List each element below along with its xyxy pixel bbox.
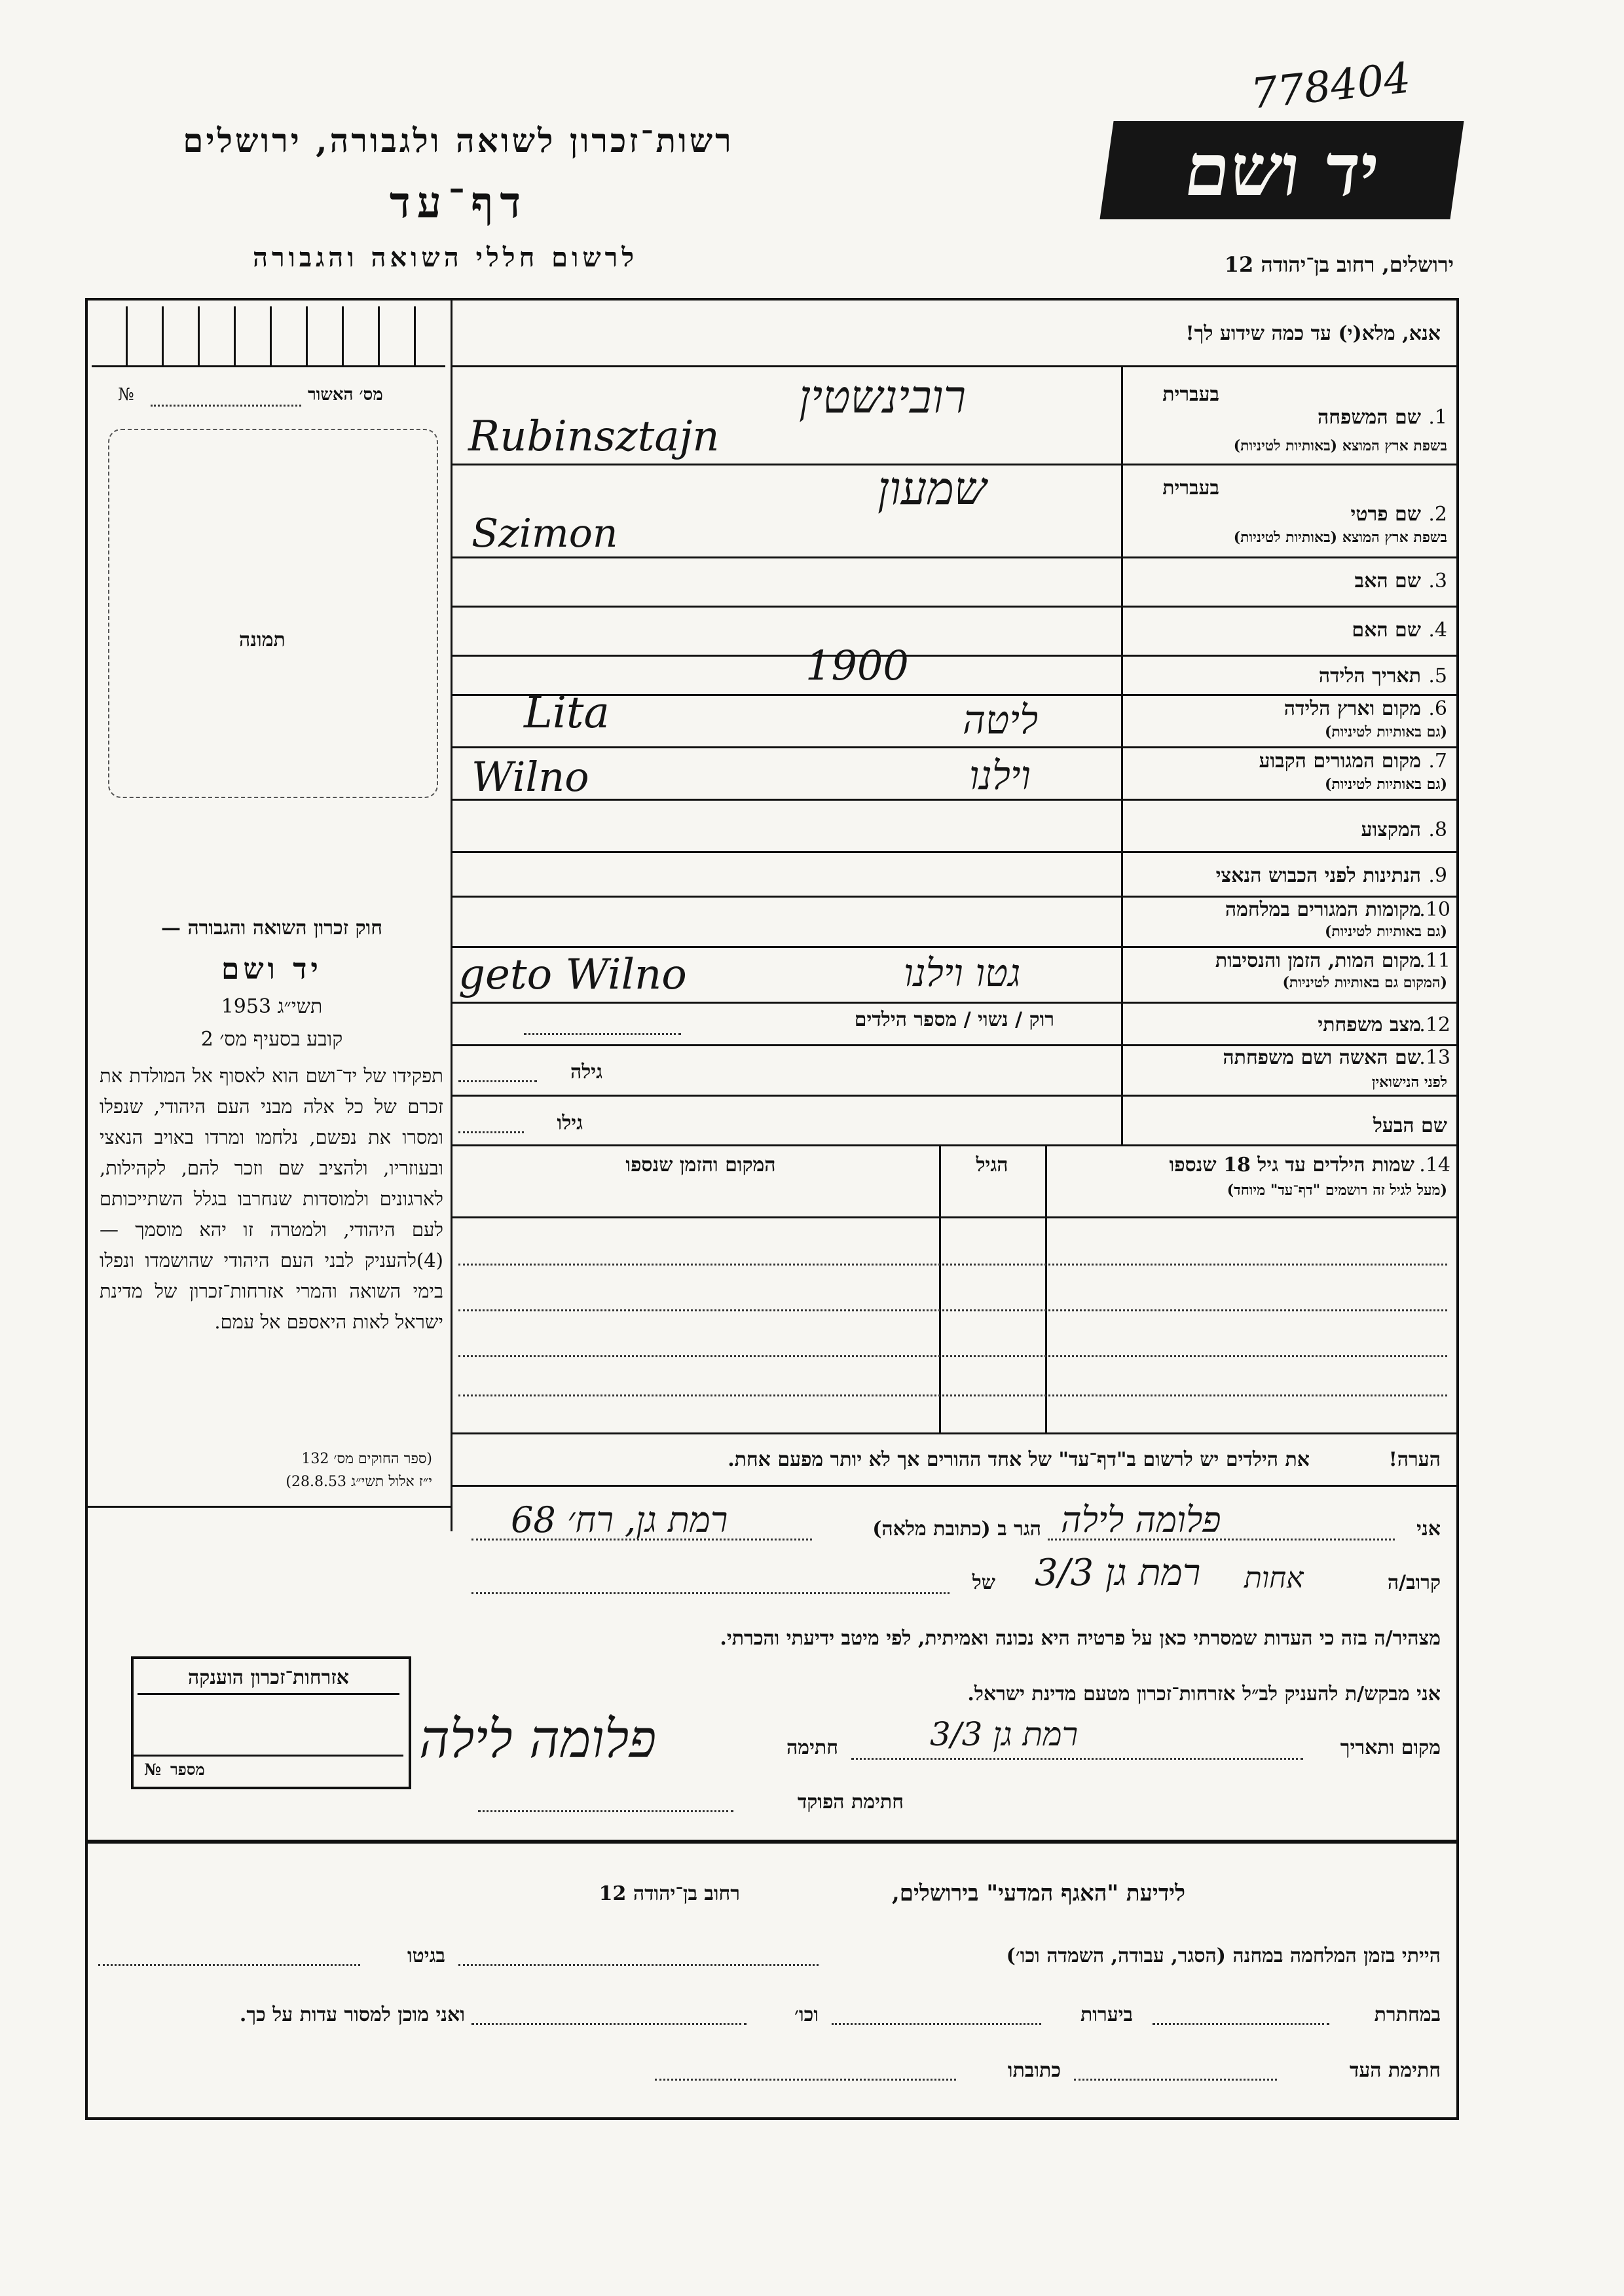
decl-place-date-dots	[851, 1758, 1303, 1760]
law-heading: חוק זכרון השואה והגבורה —	[161, 917, 382, 939]
field-13-label: שם האשה ושם משפחתה	[1223, 1046, 1421, 1069]
bottom-line3-a: חתימת העד	[1349, 2059, 1441, 2082]
bottom-line3-dots-b	[655, 2079, 956, 2081]
decl-place-date-label: מקום ותאריך	[1340, 1736, 1441, 1759]
bottom-line2-a: במחתרת	[1374, 2003, 1441, 2026]
bottom-line2-d: ואני מוכן למסור עדות על כך.	[239, 2003, 465, 2026]
field-3-label: שם האב	[1354, 570, 1421, 592]
law-section: קובע בסעיף מס׳ 2	[200, 1028, 343, 1051]
children-row-4	[458, 1394, 1447, 1396]
hebrew-label-2: בעברית	[1162, 477, 1219, 500]
decl-officer-label: חתימת הפוקד	[797, 1791, 904, 1813]
children-header-line	[451, 1216, 1456, 1218]
bottom-line2-c: וכו׳	[794, 2003, 819, 2026]
decl-address-value: רמת גן, רח׳ 68	[511, 1499, 728, 1540]
row-line-6	[451, 746, 1456, 748]
bottom-line1-dots-a	[458, 1964, 819, 1966]
field-11-value-he: גטו וילנו	[904, 951, 1021, 995]
field-2-sub: בשפת ארץ המוצא (באותיות לטיניות)	[1233, 529, 1447, 546]
wife-age-dots	[458, 1080, 537, 1082]
decl-resident-label: הגר ב (כתובת מלאה)	[872, 1518, 1041, 1540]
citizenship-title: אזרחות־זכרון הוענקה	[138, 1666, 399, 1695]
bottom-line2-dots-b	[832, 2023, 1041, 2025]
field-4-label: שם האם	[1352, 619, 1421, 642]
left-column-divider	[451, 301, 452, 1531]
approval-dots	[151, 405, 301, 407]
field-2-value-latin: Szimon	[471, 511, 618, 556]
field-13-num: 13.	[1419, 1046, 1450, 1069]
bottom-line2-dots-a	[1153, 2023, 1329, 2025]
row-line-4	[451, 655, 1456, 657]
row-line-14	[451, 1144, 1456, 1146]
field-4-num: 4.	[1428, 619, 1447, 642]
law-year: תשי״ג 1953	[221, 995, 323, 1018]
bottom-line2-b: ביערות	[1080, 2003, 1133, 2026]
husband-age-label: גילו	[557, 1112, 583, 1135]
field-1-sub: בשפת ארץ המוצא (באותיות לטיניות)	[1233, 437, 1447, 454]
field-8-num: 8.	[1428, 818, 1447, 841]
field-9-num: 9.	[1428, 864, 1447, 887]
photo-frame	[108, 429, 438, 798]
field-12-options: רוק / נשוי / מספר הילדים	[854, 1008, 1054, 1031]
address: ירושלים, רחוב בן־יהודה 12	[1224, 252, 1454, 277]
decl-signature-value: פלומה לילה	[419, 1709, 657, 1770]
decl-relation-value: אחות	[1244, 1561, 1304, 1595]
field-2-value-he: שמעון	[877, 462, 987, 515]
citizenship-no-label: №	[144, 1760, 162, 1779]
citizenship-number-row	[134, 1755, 403, 1757]
field-7-num: 7.	[1428, 750, 1447, 773]
decl-relative-label: קרוב/ה	[1387, 1571, 1441, 1594]
field-7-sub: (גם באותיות לטיניות)	[1324, 776, 1447, 793]
note-text: את הילדים יש לרשום ב"דף־עד" של אחד ההורים אך לא יותר מפעם אחת.	[728, 1448, 1310, 1471]
archive-number: 778404	[1248, 54, 1413, 119]
intro-line	[451, 365, 1456, 367]
intro-text: אנא, מלא(י) עד כמה שידוע לך!	[1185, 322, 1441, 345]
decl-statement: מצהיר/ה בזה כי העדות שמסרתי כאן על פרטיה היא נכונה ואמיתית, לפי מיטב ידיעתי והכרתי.	[720, 1627, 1441, 1650]
field-10-label: מקומות המגורים במלחמה	[1225, 898, 1421, 921]
yad-vashem-logo: יד ושם	[1099, 121, 1464, 219]
children-col-2	[939, 1144, 941, 1432]
note-label: הערה!	[1388, 1448, 1441, 1471]
field-11-num: 11.	[1419, 949, 1450, 972]
children-bottom-line	[451, 1432, 1456, 1434]
field-5-value: 1900	[805, 642, 909, 689]
authority-name: רשות־זכרון לשואה ולגבורה, ירושלים	[183, 121, 734, 160]
bottom-title-prefix: לידיעת "האגף המדעי" בירושלים,	[891, 1880, 1185, 1906]
row-line-10	[451, 946, 1456, 948]
field-7-label: מקום המגורים הקבוע	[1259, 750, 1421, 773]
law-bottom-line	[85, 1506, 452, 1508]
field-2-label: שם פרטי	[1350, 503, 1421, 526]
field-1-label: שם המשפחה	[1317, 406, 1421, 429]
bottom-line3-b: כתובתו	[1007, 2059, 1061, 2082]
law-source-2: י״ז אלול תשי״ג 28.8.53)	[286, 1474, 432, 1490]
field-10-sub: (גם באותיות לטיניות)	[1324, 923, 1447, 940]
approval-label: מס׳ האשור	[308, 385, 383, 405]
decl-officer-dots	[478, 1810, 733, 1812]
law-name: יד ושם	[221, 953, 322, 986]
row-line-7	[451, 799, 1456, 801]
bottom-title-address: רחוב בן־יהודה 12	[599, 1882, 740, 1905]
decl-place-date-value-top: רמת גן 3/3	[1035, 1552, 1201, 1594]
field-6-num: 6.	[1428, 697, 1447, 720]
field-13-sub: לפני הנישואין	[1371, 1074, 1447, 1091]
bottom-line3-dots-a	[1074, 2079, 1277, 2081]
row-line-9	[451, 896, 1456, 898]
field-3-num: 3.	[1428, 570, 1447, 592]
field-6-sub: (גם באותיות לטיניות)	[1324, 723, 1447, 740]
decl-place-date-value: רמת גן 3/3	[930, 1715, 1079, 1753]
children-row-3	[458, 1355, 1447, 1357]
form-subtitle: לרשום חללי השואה והגבורה	[252, 242, 638, 273]
field-5-num: 5.	[1428, 665, 1447, 687]
law-source-1: (ספר החוקים מס׳ 132	[301, 1451, 432, 1467]
bottom-line1-b: בגיטו	[407, 1944, 445, 1967]
decl-request: אני מבקש/ת להעניק לב״ל אזרחות־זכרון מטעם מדינת ישראל.	[967, 1683, 1441, 1705]
bottom-line2-dots-c	[471, 2023, 747, 2025]
top-left-boxes	[92, 306, 445, 367]
children-age-header: הגיל	[976, 1154, 1008, 1176]
field-2-num: 2.	[1428, 503, 1447, 526]
children-col-1	[1045, 1144, 1047, 1432]
form-title: דף־עד	[389, 177, 528, 228]
decl-address-dots	[471, 1539, 812, 1540]
row-line-3	[451, 606, 1456, 608]
field-6-label: מקום וארץ הלידה	[1283, 697, 1421, 720]
citizenship-number-label: מספר	[170, 1760, 205, 1779]
field-11-label: מקום המות, הזמן והנסיבות	[1215, 949, 1421, 972]
bottom-line1-dots-b	[98, 1964, 360, 1966]
field-11-sub: (המקום גם באותיות לטיניות)	[1282, 974, 1447, 991]
bottom-section-line	[85, 1840, 1456, 1844]
field-1-value-he: רובינשטין	[799, 370, 967, 424]
field-12-dots	[524, 1033, 681, 1035]
decl-name-dots	[1048, 1539, 1395, 1540]
field-1-num: 1.	[1428, 406, 1447, 429]
row-line-8	[451, 851, 1456, 853]
field-14-sub: (מעל לגיל זה רושמים "דף־עד" מיוחד)	[1227, 1182, 1447, 1199]
photo-label: תמונה	[239, 629, 286, 651]
children-row-2	[458, 1309, 1447, 1311]
hebrew-label-1: בעברית	[1162, 383, 1219, 406]
field-5-label: תאריך הלידה	[1318, 665, 1421, 687]
field-7-value-latin: Wilno	[471, 753, 589, 801]
field-7-value-he: וילנו	[969, 753, 1031, 799]
children-row-1	[458, 1264, 1447, 1266]
bottom-line1-a: הייתי בזמן המלחמה במחנה (הסגר, עבודה, השמדה וכו׳)	[1006, 1944, 1441, 1967]
row-line-13	[451, 1095, 1456, 1097]
field-6-value-latin: Lita	[524, 687, 610, 738]
field-14-num: 14.	[1419, 1154, 1450, 1176]
approval-no: №	[118, 385, 134, 405]
decl-name-value: פלומה לילה	[1061, 1499, 1221, 1540]
row-line-2	[451, 556, 1456, 558]
husband-age-dots	[458, 1131, 524, 1133]
label-column-divider	[1121, 365, 1123, 1144]
field-12-num: 12.	[1419, 1013, 1450, 1036]
law-text: תפקידו של יד־ושם הוא לאסוף אל המולדת את זכרם של כל אלה מבני העם היהודי, שנפלו ומסרו את נפשם, נלחמו ומרדו באויב הנאצי ובעוזריו, ולהציב שם וזכר להם, לקהילות, לארגונים ולמוסדות שנחרבו בגלל השתייכותם לעם היהודי, ולמטרה זו יהא מוסמך — (4)להעניק לבני העם היהודי שהושמדו ונפלו בימי השואה והמרי אזרחות־זכרון של מדינת ישראל לאות היאספם אל עמם.	[100, 1065, 443, 1333]
note-bottom-line	[451, 1485, 1456, 1487]
row-line-11	[451, 1002, 1456, 1004]
field-9-label: הנתינות לפני הכבוש הנאצי	[1215, 864, 1421, 887]
wife-age-label: גילה	[570, 1061, 602, 1084]
decl-of-label: של	[972, 1571, 995, 1594]
field-6-value-he: ליטה	[963, 697, 1039, 743]
husband-label: שם הבעל	[1373, 1114, 1447, 1137]
field-10-num: 10.	[1419, 898, 1450, 921]
decl-signature-label: חתימה	[786, 1736, 838, 1759]
field-14-label: שמות הילדים עד גיל 18 שנספו	[1169, 1154, 1414, 1176]
children-place-header: המקום והזמן שנספו	[625, 1154, 776, 1176]
field-8-label: המקצוע	[1361, 818, 1421, 841]
field-11-value-latin: geto Wilno	[458, 951, 687, 999]
field-1-value-latin: Rubinsztajn	[468, 412, 720, 461]
decl-i-label: אני	[1416, 1518, 1441, 1540]
decl-of-dots	[471, 1592, 950, 1594]
field-12-label: מצב משפחתי	[1318, 1013, 1421, 1036]
